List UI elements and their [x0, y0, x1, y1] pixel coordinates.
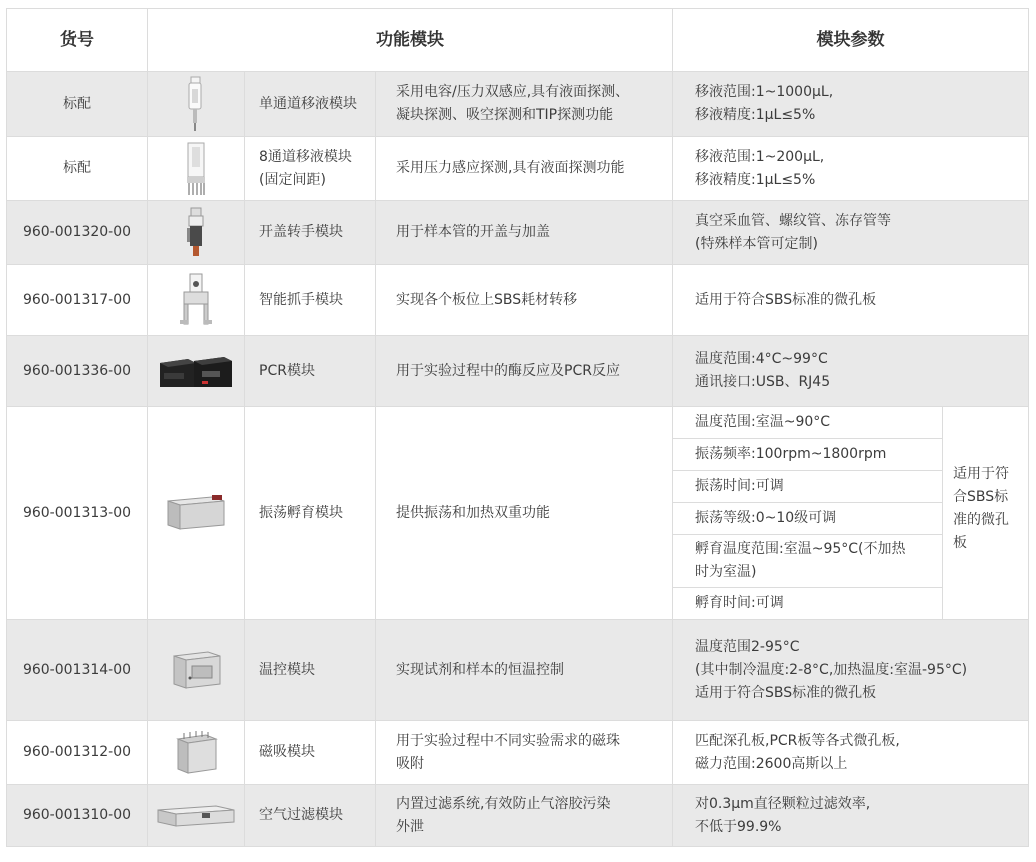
module-description: 采用电容/压力双感应,具有液面探测、 [396, 84, 630, 100]
shaker-incubator-icon [164, 493, 228, 533]
table-row [7, 407, 1029, 439]
temperature-control-icon [168, 648, 224, 692]
part-number: 960-001310-00 [7, 785, 148, 847]
module-image [148, 785, 245, 847]
module-param: 真空采血管、螺纹管、冻存管等 [695, 212, 891, 229]
module-description: 实现试剂和样本的恒温控制 [396, 661, 564, 678]
module-param: 磁力范围:2600高斯以上 [695, 755, 848, 772]
table-row [7, 721, 1029, 785]
part-number: 960-001313-00 [7, 407, 148, 620]
part-number: 960-001320-00 [7, 201, 148, 265]
module-param: 匹配深孔板,PCR板等各式微孔板, [695, 732, 900, 749]
module-param: 移液范围:1~1000μL, [695, 84, 834, 100]
table-row [7, 620, 1029, 721]
module-param: 通讯接口:USB、RJ45 [695, 374, 831, 390]
single-channel-pipette-icon [186, 75, 206, 133]
module-param: 孵育温度范围:室温~95°C(不加热 [695, 541, 906, 557]
module-description: 用于样本管的开盖与加盖 [396, 224, 550, 240]
module-param: 温度范围:室温~90°C [695, 414, 831, 430]
module-description: 外泄 [396, 818, 424, 835]
module-image [148, 407, 245, 620]
magnetic-module-icon [172, 729, 220, 777]
part-number: 标配 [7, 137, 148, 201]
module-param: 孵育时间:可调 [695, 595, 784, 611]
module-name: 振荡孵育模块 [259, 504, 343, 521]
module-param: 振荡频率:100rpm~1800rpm [695, 446, 887, 462]
table-row [7, 72, 1029, 137]
module-param: 振荡等级:0~10级可调 [695, 510, 837, 526]
header-part-number: 货号 [7, 9, 148, 72]
module-description: 吸附 [396, 755, 424, 772]
module-description: 用于实验过程中不同实验需求的磁珠 [396, 732, 620, 749]
header-module-params: 模块参数 [673, 9, 1029, 72]
module-name: PCR模块 [259, 362, 315, 379]
module-name: (固定间距) [259, 171, 326, 188]
module-image [148, 721, 245, 785]
module-description: 提供振荡和加热双重功能 [396, 504, 550, 521]
module-param: 振荡时间:可调 [695, 478, 784, 494]
table-row [7, 137, 1029, 201]
module-image [148, 72, 245, 137]
module-param: 时为室温) [695, 564, 757, 580]
module-name: 8通道移液模块 [259, 148, 352, 165]
module-description: 实现各个板位上SBS耗材转移 [396, 291, 578, 308]
table-row [7, 265, 1029, 336]
module-param-note: 合SBS标 [953, 489, 1009, 505]
table-row [7, 336, 1029, 407]
module-param-note: 板 [953, 535, 967, 551]
module-name: 空气过滤模块 [259, 807, 343, 823]
module-param: 不低于99.9% [695, 818, 782, 835]
module-name: 智能抓手模块 [259, 291, 343, 308]
module-param: 对0.3μm直径颗粒过滤效率, [695, 795, 871, 812]
module-image [148, 620, 245, 721]
part-number: 960-001314-00 [7, 620, 148, 721]
air-filter-icon [156, 800, 236, 832]
8-channel-pipette-icon [183, 141, 209, 197]
module-name: 磁吸模块 [259, 744, 315, 760]
module-name: 单通道移液模块 [259, 95, 357, 112]
part-number: 960-001336-00 [7, 336, 148, 407]
part-number: 960-001317-00 [7, 265, 148, 336]
module-param: 温度范围:4°C~99°C [695, 351, 828, 367]
module-description: 采用压力感应探测,具有液面探测功能 [396, 160, 625, 176]
part-number: 960-001312-00 [7, 721, 148, 785]
module-param-note: 准的微孔 [953, 512, 1009, 528]
module-param: 温度范围2-95°C [695, 638, 800, 655]
module-param: 移液精度:1μL≤5% [695, 107, 816, 123]
module-param: 适用于符合SBS标准的微孔板 [695, 684, 877, 701]
table-row [7, 201, 1029, 265]
module-image [148, 336, 245, 407]
module-spec-table [6, 8, 1029, 847]
module-image [148, 201, 245, 265]
module-param: 移液精度:1μL≤5% [695, 171, 816, 188]
table-row [7, 785, 1029, 847]
module-description: 凝块探测、吸空探测和TIP探测功能 [396, 107, 614, 123]
module-param: (特殊样本管可定制) [695, 235, 818, 252]
module-param-note: 适用于符 [953, 466, 1009, 482]
module-description: 用于实验过程中的酶反应及PCR反应 [396, 362, 620, 379]
cap-opener-gripper-icon [184, 206, 208, 260]
module-description: 内置过滤系统,有效防止气溶胶污染 [396, 795, 611, 812]
module-name: 温控模块 [259, 661, 315, 678]
part-number: 标配 [7, 72, 148, 137]
pcr-instrument-icon [158, 351, 234, 391]
module-param: 适用于符合SBS标准的微孔板 [695, 291, 877, 308]
gripper-arm-icon [176, 272, 216, 328]
module-param: (其中制冷温度:2-8°C,加热温度:室温-95°C) [695, 661, 968, 678]
module-name: 开盖转手模块 [259, 224, 343, 240]
module-image [148, 265, 245, 336]
module-image [148, 137, 245, 201]
header-function-module: 功能模块 [148, 9, 673, 72]
module-param: 移液范围:1~200μL, [695, 148, 825, 165]
